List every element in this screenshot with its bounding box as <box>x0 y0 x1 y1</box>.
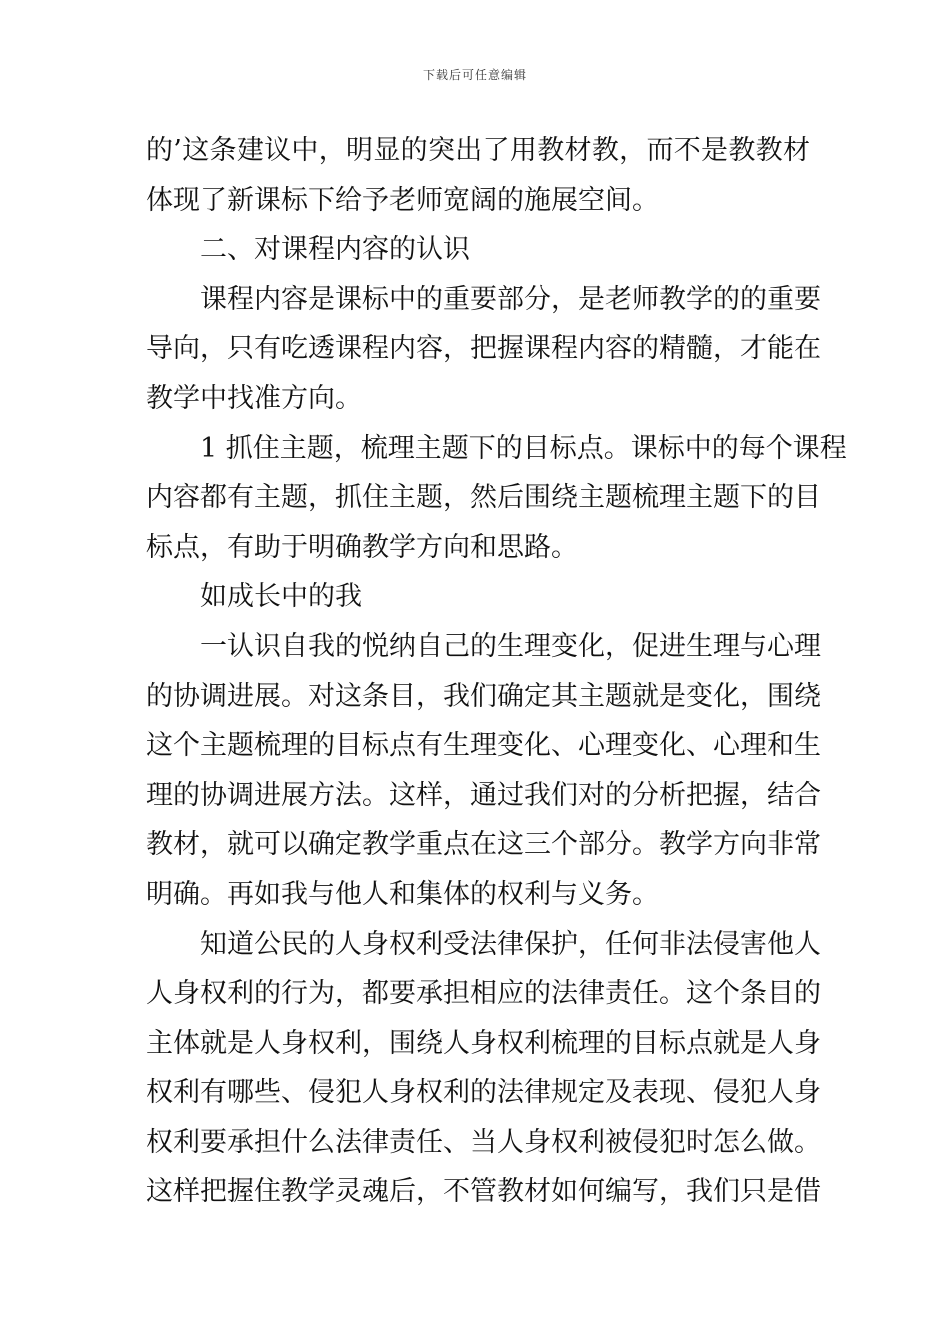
text-line: 一认识自我的悦纳自己的生理变化，促进生理与心理 <box>200 630 821 662</box>
text-line: 标点，有助于明确教学方向和思路。 <box>146 531 578 563</box>
text-line: 这个主题梳理的目标点有生理变化、心理变化、心理和生 <box>146 730 821 762</box>
text-line: 的’这条建议中，明显的突出了用教材教，而不是教教材 <box>146 135 810 166</box>
text-line: 明确。再如我与他人和集体的权利与义务。 <box>146 878 659 910</box>
page-header: 下载后可任意编辑 <box>422 68 527 82</box>
text-line: 1 抓住主题，梳理主题下的目标点。课标中的每个课程 <box>200 432 847 464</box>
body-text <box>146 126 847 1217</box>
text-line: 教材，就可以确定教学重点在这三个部分。教学方向非常 <box>146 829 821 861</box>
text-line: 权利要承担什么法律责任、当人身权利被侵犯时怎么做。 <box>146 1126 821 1158</box>
text-line: 人身权利的行为，都要承担相应的法律责任。这个条目的 <box>146 978 821 1010</box>
text-line: 二、对课程内容的认识 <box>200 234 470 266</box>
text-line: 主体就是人身权利，围绕人身权利梳理的目标点就是人身 <box>146 1027 821 1059</box>
text-line: 这样把握住教学灵魂后，不管教材如何编写，我们只是借 <box>146 1176 821 1208</box>
text-line: 知道公民的人身权利受法律保护，任何非法侵害他人 <box>200 928 821 960</box>
text-line: 权利有哪些、侵犯人身权利的法律规定及表现、侵犯人身 <box>146 1077 821 1109</box>
text-line: 体现了新课标下给予老师宽阔的施展空间。 <box>146 184 659 216</box>
text-line: 课程内容是课标中的重要部分，是老师教学的的重要 <box>200 283 821 315</box>
text-line: 内容都有主题，抓住主题，然后围绕主题梳理主题下的目 <box>146 482 821 514</box>
text-line: 的协调进展。对这条目，我们确定其主题就是变化，围绕 <box>146 680 821 712</box>
text-line: 如成长中的我 <box>200 581 362 613</box>
text-line: 导向，只有吃透课程内容，把握课程内容的精髓，才能在 <box>146 333 821 365</box>
text-line: 理的协调进展方法。这样，通过我们对的分析把握，结合 <box>146 779 821 811</box>
text-line: 教学中找准方向。 <box>146 382 362 414</box>
